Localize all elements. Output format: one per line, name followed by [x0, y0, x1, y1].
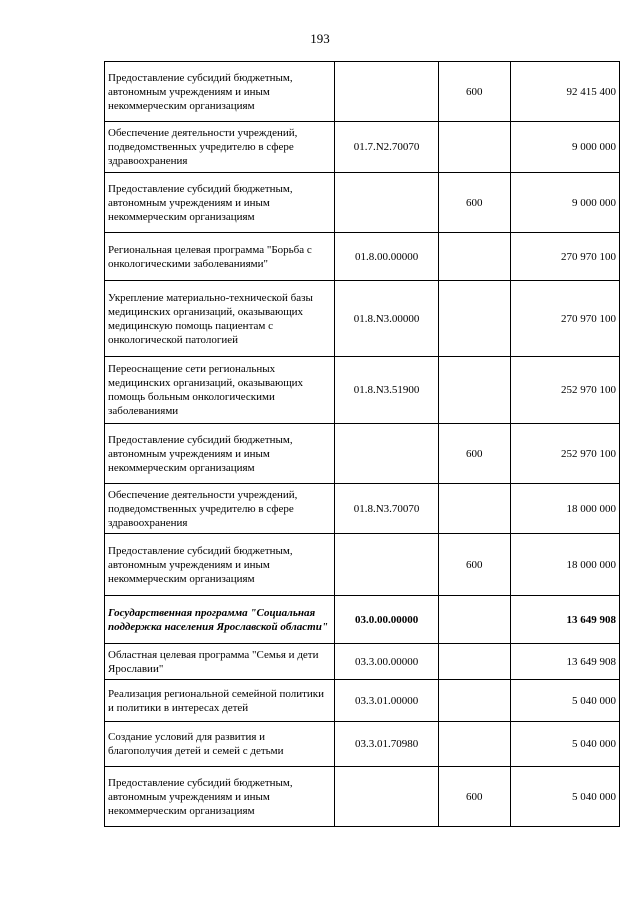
table-row: [105, 680, 620, 722]
row-name: Создание условий для развития и благополучия детей и семей с детьми: [105, 722, 335, 767]
row-name: Укрепление материально-технической базы медицинских организаций, оказывающих медицинскую помощь пациентам с онкологической патологией: [105, 281, 335, 357]
row-code: [335, 173, 439, 233]
row-code: 01.8.00.00000: [335, 233, 439, 281]
row-name: Обеспечение деятельности учреждений, подведомственных учредителю в сфере здравоохранения: [105, 122, 335, 173]
table-row: [105, 281, 620, 357]
row-expense-type: [439, 644, 510, 680]
row-code: 03.0.00.00000: [335, 596, 439, 644]
row-expense-type: 600: [439, 767, 510, 827]
table-row: [105, 233, 620, 281]
row-expense-type: [439, 722, 510, 767]
row-amount: 9 000 000: [510, 122, 620, 173]
table-row: [105, 767, 620, 827]
row-code: 03.3.00.00000: [335, 644, 439, 680]
row-expense-type: 600: [439, 62, 510, 122]
row-name: Областная целевая программа "Семья и дети Ярославии": [105, 644, 335, 680]
row-code: [335, 767, 439, 827]
row-expense-type: [439, 680, 510, 722]
row-amount: 270 970 100: [510, 233, 620, 281]
row-name: Переоснащение сети региональных медицинских организаций, оказывающих помощь больным онкологическими заболеваниями: [105, 357, 335, 424]
row-name: Предоставление субсидий бюджетным, автономным учреждениям и иным некоммерческим организациям: [105, 62, 335, 122]
row-expense-type: [439, 357, 510, 424]
row-name: Предоставление субсидий бюджетным, автономным учреждениям и иным некоммерческим организациям: [105, 424, 335, 484]
row-code: 03.3.01.00000: [335, 680, 439, 722]
row-amount: 5 040 000: [510, 680, 620, 722]
row-name: Предоставление субсидий бюджетным, автономным учреждениям и иным некоммерческим организациям: [105, 534, 335, 596]
table-row: [105, 62, 620, 122]
row-expense-type: 600: [439, 534, 510, 596]
row-expense-type: 600: [439, 424, 510, 484]
row-code: 01.8.N3.00000: [335, 281, 439, 357]
row-code: 01.8.N3.51900: [335, 357, 439, 424]
table-row: [105, 596, 620, 644]
row-expense-type: [439, 122, 510, 173]
row-name: Государственная программа "Социальная поддержка населения Ярославской области": [105, 596, 335, 644]
row-code: [335, 534, 439, 596]
row-expense-type: [439, 281, 510, 357]
table-row: [105, 644, 620, 680]
page-number: 193: [310, 31, 330, 46]
row-name: Предоставление субсидий бюджетным, автономным учреждениям и иным некоммерческим организациям: [105, 173, 335, 233]
row-code: 01.7.N2.70070: [335, 122, 439, 173]
row-amount: 18 000 000: [510, 484, 620, 534]
row-amount: 5 040 000: [510, 722, 620, 767]
table-row: [105, 534, 620, 596]
row-amount: 270 970 100: [510, 281, 620, 357]
row-name: Обеспечение деятельности учреждений, подведомственных учредителю в сфере здравоохранения: [105, 484, 335, 534]
row-amount: 9 000 000: [510, 173, 620, 233]
table-row: [105, 424, 620, 484]
table-row: [105, 173, 620, 233]
table-row: [105, 484, 620, 534]
row-amount: 252 970 100: [510, 424, 620, 484]
row-amount: 13 649 908: [510, 596, 620, 644]
row-amount: 18 000 000: [510, 534, 620, 596]
row-amount: 252 970 100: [510, 357, 620, 424]
row-amount: 5 040 000: [510, 767, 620, 827]
row-name: Предоставление субсидий бюджетным, автономным учреждениям и иным некоммерческим организациям: [105, 767, 335, 827]
row-name: Региональная целевая программа "Борьба с онкологическими заболеваниями": [105, 233, 335, 281]
row-name: Реализация региональной семейной политики и политики в интересах детей: [105, 680, 335, 722]
row-code: [335, 424, 439, 484]
budget-table: [104, 61, 620, 827]
row-expense-type: 600: [439, 173, 510, 233]
row-expense-type: [439, 596, 510, 644]
table-row: [105, 357, 620, 424]
row-expense-type: [439, 484, 510, 534]
row-amount: 92 415 400: [510, 62, 620, 122]
table-row: [105, 122, 620, 173]
row-code: [335, 62, 439, 122]
row-code: 01.8.N3.70070: [335, 484, 439, 534]
row-code: 03.3.01.70980: [335, 722, 439, 767]
row-expense-type: [439, 233, 510, 281]
table-row: [105, 722, 620, 767]
row-amount: 13 649 908: [510, 644, 620, 680]
